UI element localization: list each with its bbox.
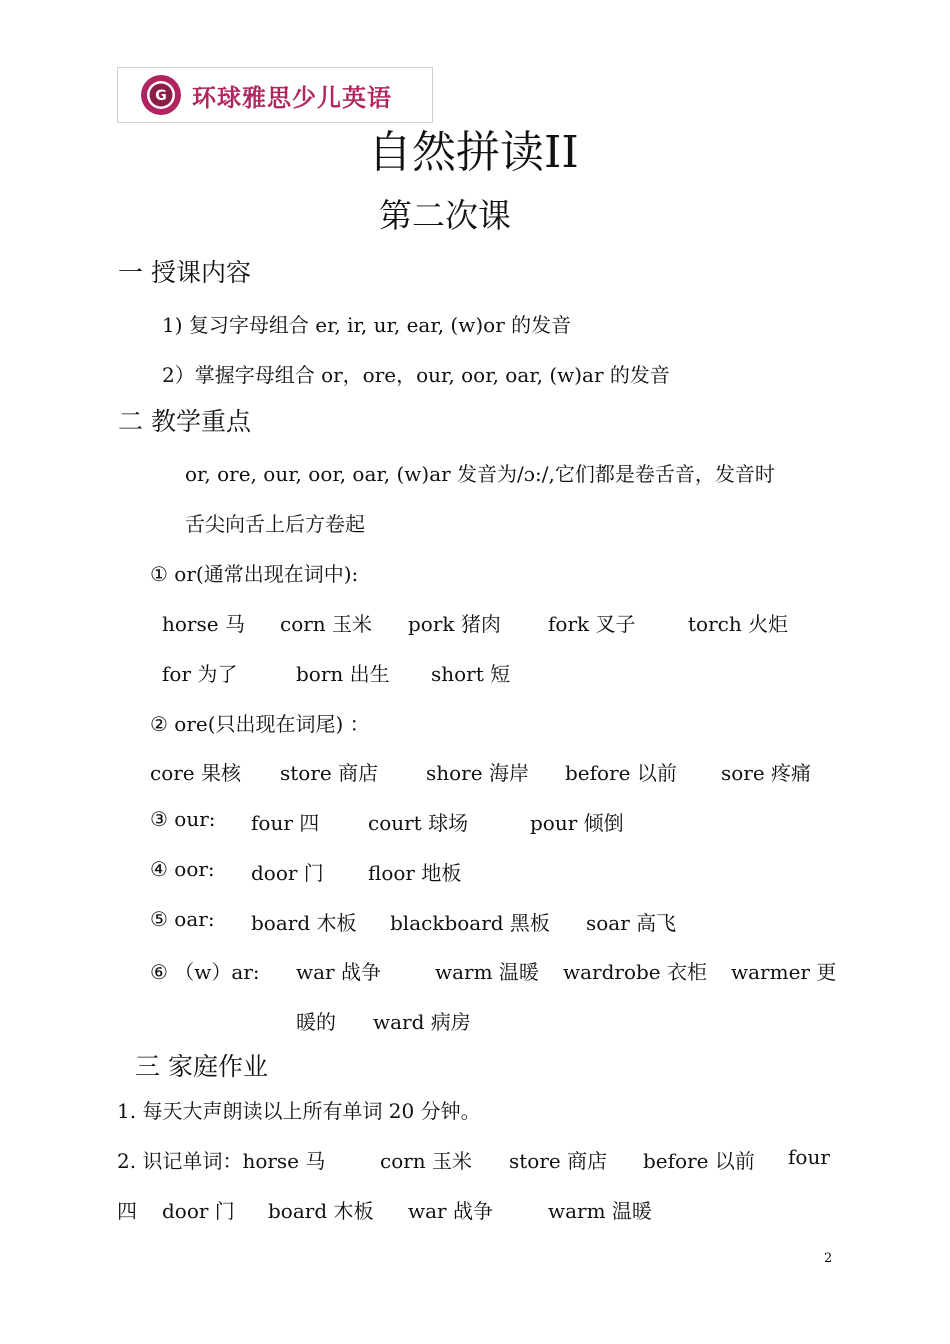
homework-word: door 门 (162, 1199, 235, 1223)
section1-item2: 2）掌握字母组合 or，ore，our, oor, oar, (w)ar 的发音 (162, 363, 670, 387)
group2-word: store 商店 (280, 761, 379, 785)
group3-word: pour 倾倒 (530, 811, 624, 835)
homework-item1: 1. 每天大声朗读以上所有单词 20 分钟。 (117, 1099, 481, 1123)
section2-desc-line2: 舌尖向舌上后方卷起 (185, 512, 365, 536)
page-number: 2 (824, 1251, 833, 1266)
group3-label: ③ our: (150, 807, 216, 831)
group4-word: door 门 (251, 861, 324, 885)
group3-word: four 四 (251, 811, 320, 835)
homework-word: store 商店 (509, 1149, 608, 1173)
section1-item1: 1) 复习字母组合 er, ir, ur, ear, (w)or 的发音 (162, 313, 572, 337)
homework-word: warm 温暖 (548, 1199, 652, 1223)
homework-word: board 木板 (268, 1199, 374, 1223)
section2-heading: 二 教学重点 (118, 407, 251, 436)
section1-heading: 一 授课内容 (118, 258, 251, 287)
homework-word: war 战争 (408, 1199, 493, 1223)
section3-heading: 三 家庭作业 (135, 1052, 268, 1081)
group4-label: ④ oor: (150, 857, 215, 881)
group6-word: warm 温暖 (435, 960, 539, 984)
page-title: 自然拼读II (368, 127, 579, 178)
group6-word: war 战争 (296, 960, 381, 984)
group1-word: corn 玉米 (280, 612, 373, 636)
group2-word: before 以前 (565, 761, 677, 785)
section2-desc-line1: or, ore, our, oor, oar, (w)ar 发音为/ɔ:/,它们都是卷舌音，发音时 (185, 462, 775, 486)
group2-word: sore 疼痛 (721, 761, 812, 785)
group3-word: court 球场 (368, 811, 469, 835)
group2-word: shore 海岸 (426, 761, 529, 785)
homework-word: corn 玉米 (380, 1149, 473, 1173)
group1-word: fork 叉子 (548, 612, 636, 636)
logo-badge-icon (140, 74, 182, 116)
logo-text: 环球雅思少儿英语 (192, 84, 392, 112)
group2-label: ② ore(只出现在词尾) ： (150, 712, 370, 736)
logo (117, 67, 433, 123)
group1-word: short 短 (431, 662, 511, 686)
group4-word: floor 地板 (368, 861, 462, 885)
homework-word: before 以前 (643, 1149, 755, 1173)
homework-word: 四 (117, 1199, 137, 1223)
group6-word: ward 病房 (373, 1010, 471, 1034)
group1-word: for 为了 (162, 662, 238, 686)
group5-word: board 木板 (251, 911, 357, 935)
group6-word: 暖的 (296, 1010, 336, 1034)
group5-word: soar 高飞 (586, 911, 677, 935)
group1-label: ① or(通常出现在词中): (150, 562, 359, 586)
group1-word: pork 猪肉 (408, 612, 501, 636)
group2-word: core 果核 (150, 761, 241, 785)
group1-word: born 出生 (296, 662, 390, 686)
homework-item2: 2. 识记单词：horse 马 (117, 1149, 326, 1173)
group6-word: wardrobe 衣柜 (563, 960, 708, 984)
group6-word: warmer 更 (731, 960, 837, 984)
group1-word: horse 马 (162, 612, 245, 636)
group5-word: blackboard 黑板 (390, 911, 550, 935)
page-subtitle: 第二次课 (379, 196, 511, 235)
group1-word: torch 火炬 (688, 612, 789, 636)
logo-badge-letter: G (155, 88, 167, 104)
group6-label: ⑥ （w）ar: (150, 960, 260, 984)
group5-label: ⑤ oar: (150, 907, 215, 931)
homework-word: four (788, 1145, 830, 1169)
